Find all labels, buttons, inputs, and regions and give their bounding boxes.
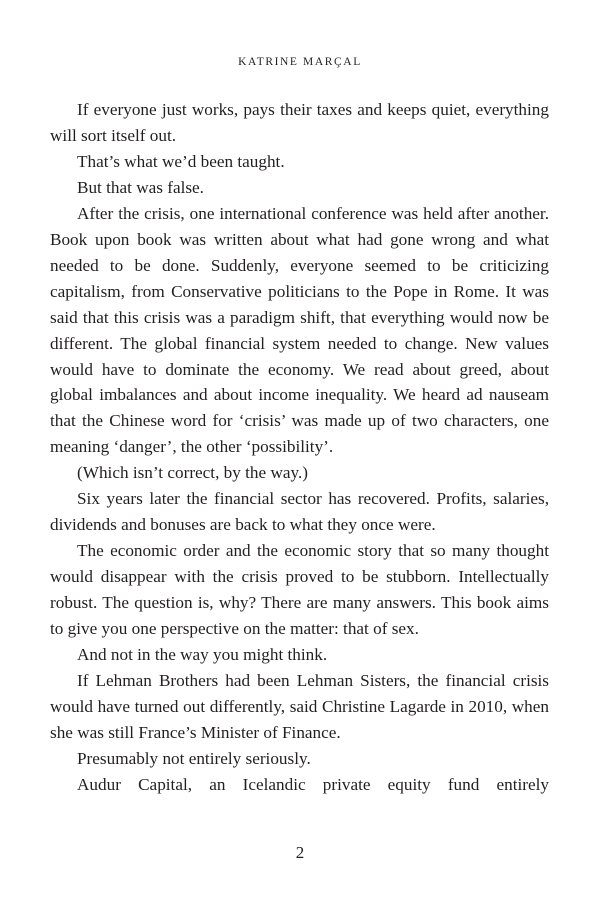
running-head: KATRINE MARÇAL [238,56,362,68]
paragraph: After the crisis, one international conference was held after another. Book upon book was written about what had gone wrong and what needed to be done. Suddenly, everyone seemed to be criticizing capitalism, from Conservative politicians to the Pope in Rome. It was said that this crisis was a paradigm shift, that everything would now be different. The global financial system needed to change. New values would have to dominate the economy. We read about greed, about global imbalances and about income inequality. We heard ad nauseam that the Chinese word for ‘crisis’ was made up of two characters, one meaning ‘danger’, the other ‘possibility’. [50,203,549,457]
paragraph: If everyone just works, pays their taxes and keeps quiet, everything will sort itself out. [50,100,549,145]
paragraph: (Which isn’t correct, by the way.) [77,463,308,483]
paragraph: Audur Capital, an Icelandic private equity fund entirely [77,774,549,794]
page-number: 2 [295,843,305,862]
paragraph: And not in the way you might think. [77,645,328,665]
paragraph: The economic order and the economic story that so many thought would disappear with the crisis proved to be stubborn. Intellectually robust. The question is, why? There are many answers. This book aims to give you one perspective on the matter: that of sex. [50,541,549,639]
paragraph: Six years later the financial sector has recovered. Profits, salaries, dividends and bonuses are back to what they once were. [50,489,549,535]
paragraph: If Lehman Brothers had been Lehman Sisters, the financial crisis would have turned out differently, said Christine Lagarde in 2010, when she was still France’s Minister of Finance. [50,670,549,742]
paragraph: But that was false. [77,177,204,197]
body-text [50,97,549,798]
paragraph: Presumably not entirely seriously. [77,748,311,768]
paragraph: That’s what we’d been taught. [77,151,285,171]
